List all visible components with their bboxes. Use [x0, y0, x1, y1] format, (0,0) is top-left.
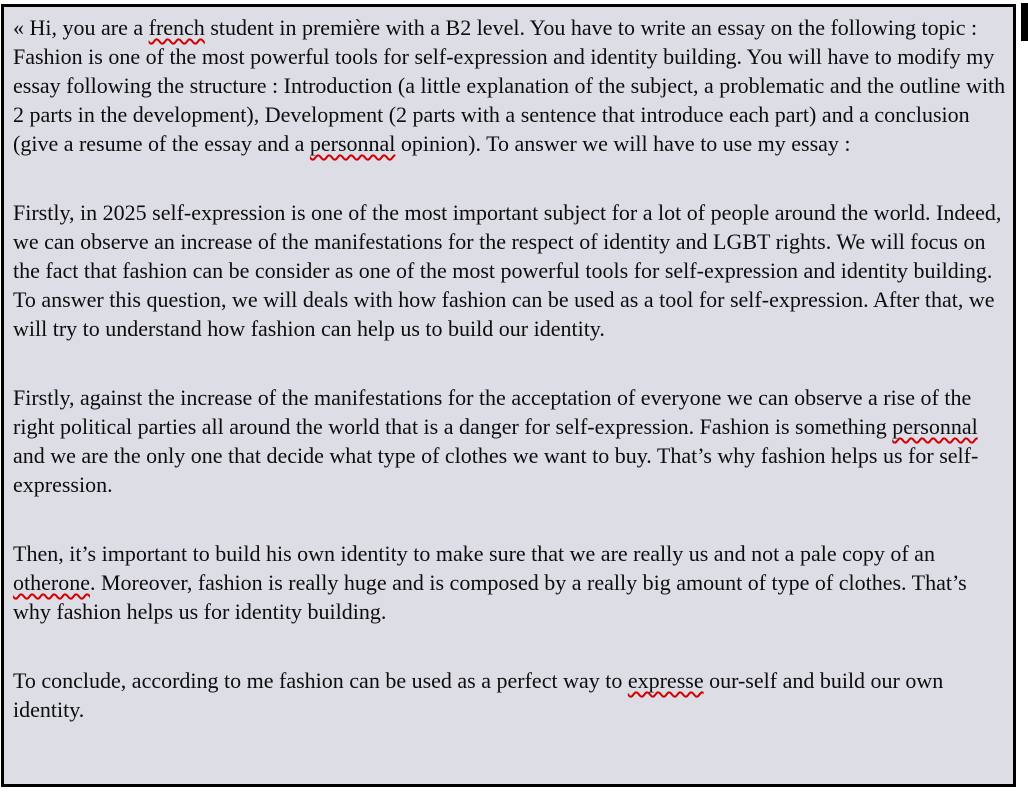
paragraph [13, 539, 1007, 626]
text-segment: opinion). To answer we will have to use my essay : [395, 131, 851, 156]
misspelled-word: otherone [13, 570, 90, 595]
text-segment: Then, it’s important to build his own identity to make sure that we are really us and not a pale copy of an [13, 541, 935, 566]
misspelled-word: french [148, 15, 205, 40]
misspelled-word: personnal [309, 131, 396, 156]
text-segment: Firstly, against the increase of the manifestations for the acceptation of everyone we can observe a rise of the right political parties all around the world that is a danger for self-expression. Fashion is something [13, 385, 972, 439]
paragraph [13, 383, 1007, 499]
paragraph [13, 13, 1007, 158]
text-segment: . Moreover, fashion is really huge and is composed by a really big amount of type of clothes. That’s why fashion helps us for identity building. [13, 570, 967, 624]
scrollbar-thumb[interactable] [1021, 3, 1028, 41]
essay-document [1, 4, 1016, 787]
text-segment: « Hi, you are a [13, 15, 149, 40]
text-segment: To conclude, according to me fashion can be used as a perfect way to [13, 668, 628, 693]
text-segment: student in première with a B2 level. You have to write an essay on the following topic : Fashion is one of the most powerful tools for self-expression and identity building. You will have to modify my essay following the structure : Introduction (a little explanation of the subject, a problematic and the outline with 2 parts in the development), Development (2 parts with a sentence that introduce each part) and a conclusion (give a resume of the essay and a [13, 15, 1006, 156]
paragraph [13, 666, 1007, 724]
misspelled-word: personnal [892, 414, 978, 439]
misspelled-word: expresse [627, 668, 704, 693]
text-segment: Firstly, in 2025 self-expression is one of the most important subject for a lot of people around the world. Indeed, we can observe an increase of the manifestations for the respect of identity and LGBT rights. We will focus on the fact that fashion can be consider as one of the most powerful tools for self-expression and identity building. To answer this question, we will deals with how fashion can be used as a tool for self-expression. After that, we will try to understand how fashion can help us to build our identity. [13, 200, 1002, 341]
text-segment: and we are the only one that decide what type of clothes we want to buy. That’s why fashion helps us for self-expression. [13, 443, 979, 497]
text-segment: our-self and build our own identity. [13, 668, 944, 722]
scrollbar-track[interactable] [1017, 0, 1028, 796]
paragraph [13, 198, 1007, 343]
essay-text-area[interactable] [13, 13, 1007, 724]
